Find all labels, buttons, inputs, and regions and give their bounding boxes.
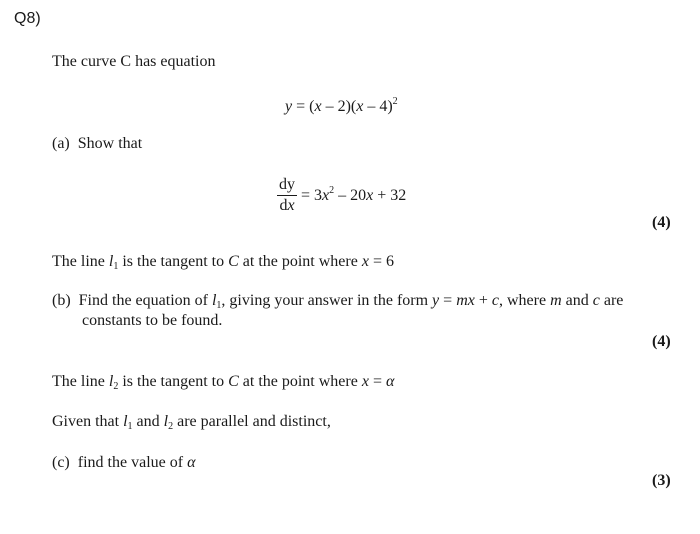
- derivative-equation: $\frac{dy}{dx}$ = $3x^2 - 20x + 32$: [279, 176, 407, 214]
- dy-dx-fraction: $\frac{dy}{dx}$: [279, 176, 295, 214]
- tangent-l2-statement: The line $l_2$ is the tangent to C at the point where x = α: [52, 373, 395, 392]
- part-c-label: (c): [52, 454, 70, 471]
- tangent-l1-statement: The line $l_1$ is the tangent to C at the point where x = 6: [52, 253, 394, 272]
- part-a-prompt: (a) Show that: [52, 135, 143, 152]
- part-b-line2: constants to be found.: [82, 312, 223, 329]
- part-a-label: (a): [52, 135, 70, 152]
- curve-equation: y = (x – 2)(x – 4)$^2$: [285, 96, 398, 115]
- part-c-prompt: (c) find the value of α: [52, 454, 196, 471]
- question-number: Q8): [14, 10, 41, 27]
- part-b-marks: (4): [652, 333, 671, 350]
- given-statement: Given that $l_1$ and $l_2$ are parallel and distinct,: [52, 413, 331, 432]
- part-a-marks: (4): [652, 214, 671, 231]
- part-b-label: (b): [52, 292, 71, 309]
- part-c-marks: (3): [652, 472, 671, 489]
- intro-text: The curve C has equation: [52, 53, 216, 70]
- part-b-prompt: (b) Find the equation of $l_1$, giving your answer in the form y = mx + c, where m and c are: [52, 292, 624, 311]
